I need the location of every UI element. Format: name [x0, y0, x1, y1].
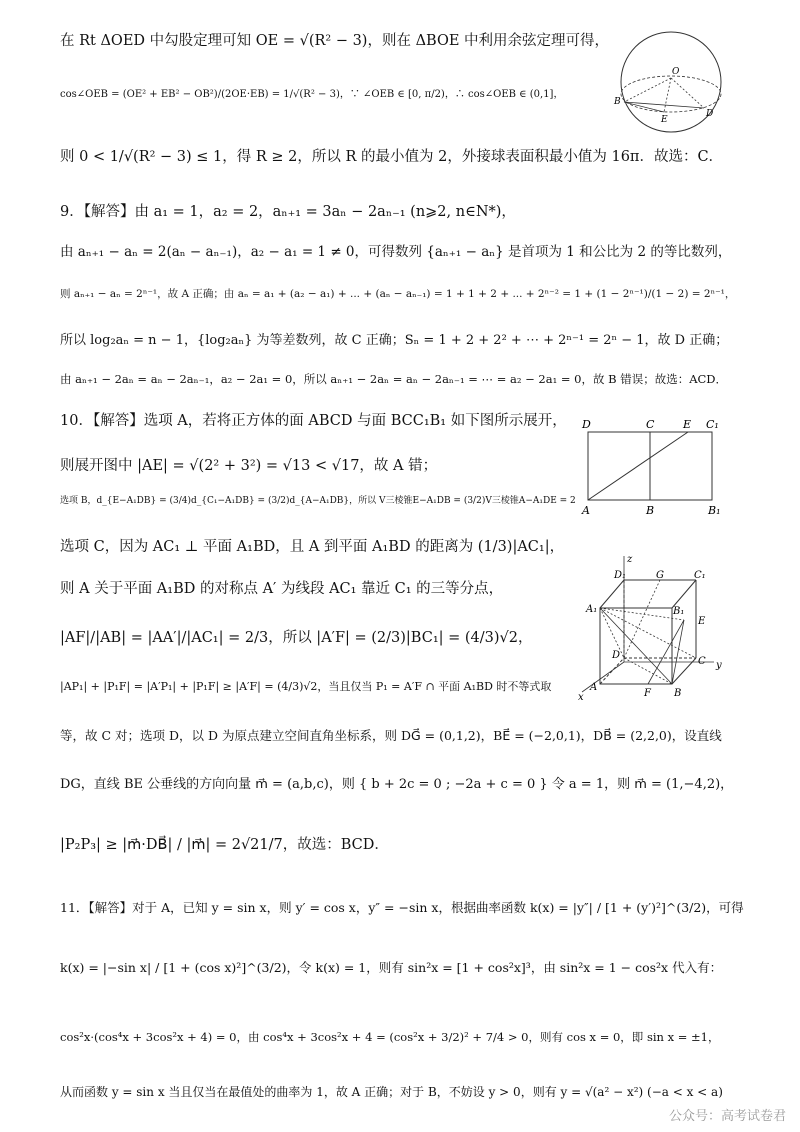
sphere-label: O — [672, 67, 680, 77]
unfold-label: C — [646, 418, 655, 431]
unfold-label: B₁ — [708, 504, 721, 517]
cube-label: z — [627, 554, 633, 565]
cube-label: C — [698, 656, 706, 667]
text-line: cos²x·(cos⁴x + 3cos²x + 4) = 0，由 cos⁴x + 3cos²x + 4 = (cos²x + 3/2)² + 7/4 > 0，则有 cos x = 0，即 sin x = ±1， — [60, 1030, 720, 1044]
text-line: 由 aₙ₊₁ − 2aₙ = aₙ − 2aₙ₋₁，a₂ − 2a₁ = 0，所以 aₙ₊₁ − 2aₙ = aₙ − 2aₙ₋₁ = ⋯ = a₂ − 2a₁ = 0，故 B 错误；故选：ACD． — [60, 372, 728, 386]
text-line: 从而函数 y = sin x 当且仅当在最值处的曲率为 1，故 A 正确；对于 B，不妨设 y > 0，则有 y = √(a² − x²) (−a < x < a) — [60, 1085, 723, 1099]
text-line: 9．【解答】由 a₁ = 1，a₂ = 2，aₙ₊₁ = 3aₙ − 2aₙ₋₁ (n⩾2, n∈N*)， — [60, 204, 516, 220]
cube-label: F — [644, 688, 651, 699]
text-line: 则 aₙ₊₁ − aₙ = 2ⁿ⁻¹，故 A 正确；由 aₙ = a₁ + (a₂ − a₁) + ... + (aₙ − aₙ₋₁) = 1 + 1 + 2 + ... + 2ⁿ⁻² = 1 + (1 − 2ⁿ⁻¹)/(1 − 2) = 2ⁿ⁻¹， — [60, 288, 736, 300]
sphere-label: D — [706, 109, 714, 119]
cube-label: C₁ — [694, 570, 706, 581]
text-line: |P₂P₃| ≥ |m⃗·DB⃗| / |m⃗| = 2√21/7，故选：BCD． — [60, 837, 389, 853]
cube-label: G — [656, 570, 664, 581]
cube-label: y — [716, 660, 722, 671]
text-line: 等，故 C 对；选项 D，以 D 为原点建立空间直角坐标系，则 DG⃗ = (0,1,2)，BE⃗ = (−2,0,1)，DB⃗ = (2,2,0)，设直线 — [60, 728, 722, 743]
text-line: DG，直线 BE 公垂线的方向向量 m⃗ = (a,b,c)，则 { b + 2c = 0 ; −2a + c = 0 } 令 a = 1，则 m⃗ = (1,−4,2)， — [60, 777, 734, 792]
cube-label: D — [612, 650, 621, 661]
text-line: 所以 log₂aₙ = n − 1，{log₂aₙ} 为等差数列，故 C 正确；Sₙ = 1 + 2 + 2² + ⋯ + 2ⁿ⁻¹ = 2ⁿ − 1，故 D 正确； — [60, 333, 729, 348]
cube-figure — [574, 552, 734, 702]
cube-label: A — [590, 682, 598, 693]
unfold-label: E — [683, 418, 692, 431]
text-line: 选项 B，d_{E−A₁DB} = (3/4)d_{C₁−A₁DB} = (3/2)d_{A−A₁DB}，所以 V三棱锥E−A₁DB = (3/2)V三棱锥A−A₁DE = 2 — [60, 496, 576, 506]
text-line: 则 A 关于平面 A₁BD 的对称点 A′ 为线段 AC₁ 靠近 C₁ 的三等分点， — [60, 581, 504, 597]
text-line: 11．【解答】对于 A，已知 y = sin x，则 y′ = cos x，y″ = −sin x，根据曲率函数 k(x) = |y″| / [1 + (y′)²]^(3/2)，可得 — [60, 900, 744, 915]
unfold-figure — [574, 416, 734, 520]
sphere-figure — [606, 20, 736, 138]
sphere-label: E — [661, 115, 668, 125]
text-line: 10．【解答】选项 A，若将正方体的面 ABCD 与面 BCC₁B₁ 如下图所示展开， — [60, 413, 567, 429]
text-line: cos∠OEB = (OE² + EB² − OB²)/(2OE·EB) = 1/√(R² − 3)，∵ ∠OEB ∈ [0, π/2)，∴ cos∠OEB ∈ (0,1]， — [60, 89, 564, 100]
unfold-label: B — [646, 504, 655, 517]
cube-label: E — [698, 616, 706, 627]
text-line: |AP₁| + |P₁F| = |A′P₁| + |P₁F| ≥ |A′F| = (4/3)√2，当且仅当 P₁ = A′F ∩ 平面 A₁BD 时不等式取 — [60, 680, 552, 693]
text-line: |AF|/|AB| = |AA′|/|AC₁| = 2/3，所以 |A′F| = (2/3)|BC₁| = (4/3)√2， — [60, 630, 533, 646]
sphere-label: B — [614, 97, 621, 107]
text-line: 在 Rt ΔOED 中勾股定理可知 OE = √(R² − 3)，则在 ΔBOE 中利用余弦定理可得， — [60, 33, 610, 49]
cube-label: D₁ — [614, 570, 627, 581]
watermark: 公众号：高考试卷君 — [668, 1109, 786, 1124]
text-line: k(x) = |−sin x| / [1 + (cos x)²]^(3/2)，令 k(x) = 1，则有 sin²x = [1 + cos²x]³，由 sin²x = 1 − cos²x 代入有： — [60, 960, 723, 975]
text-line: 由 aₙ₊₁ − aₙ = 2(aₙ − aₙ₋₁)，a₂ − a₁ = 1 ≠ 0，可得数列 {aₙ₊₁ − aₙ} 是首项为 1 和公比为 2 的等比数列， — [60, 244, 732, 260]
unfold-label: A — [582, 504, 590, 517]
unfold-label: C₁ — [706, 418, 719, 431]
cube-label: x — [578, 692, 584, 702]
cube-label: B₁ — [673, 606, 685, 617]
unfold-label: D — [582, 418, 591, 431]
text-line: 则展开图中 |AE| = √(2² + 3²) = √13 < √17，故 A 错； — [60, 458, 438, 474]
cube-label: A₁ — [586, 604, 598, 615]
cube-label: B — [674, 688, 682, 699]
text-line: 选项 C，因为 AC₁ ⊥ 平面 A₁BD，且 A 到平面 A₁BD 的距离为 (1/3)|AC₁|， — [60, 539, 565, 555]
text-line: 则 0 < 1/√(R² − 3) ≤ 1，得 R ≥ 2，所以 R 的最小值为 2，外接球表面积最小值为 16π．故选：C． — [60, 149, 724, 165]
